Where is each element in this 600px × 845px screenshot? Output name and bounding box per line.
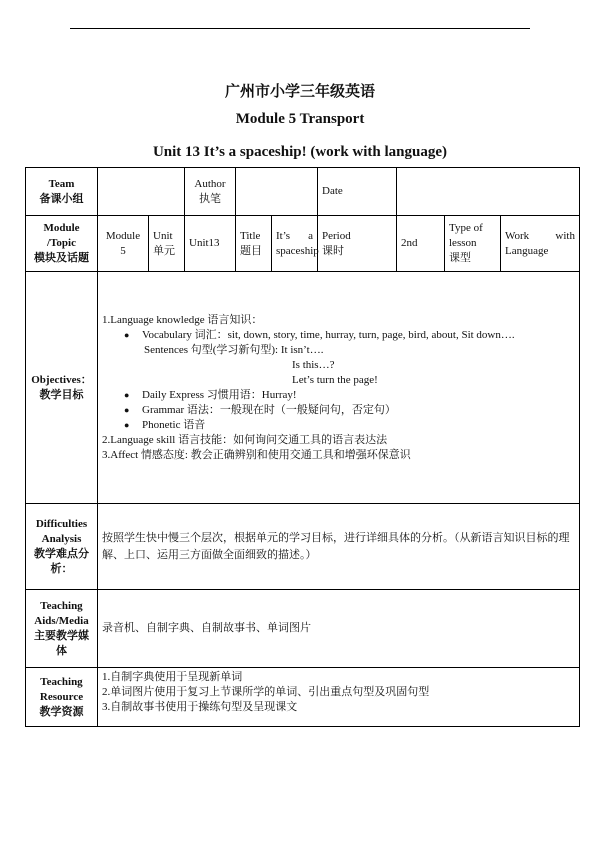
objective-line: 3.Affect 情感态度: 教会正确辨别和使用交通工具和增强环保意识 [102, 448, 411, 461]
objective-line: Is this…? [292, 358, 335, 371]
bullet-icon: ● [124, 329, 130, 340]
module-title: Module 5 Transport [235, 111, 365, 127]
teaching-resource-label: Teaching Resource 教学资源 [26, 668, 98, 727]
author-value [236, 168, 318, 216]
resource-line: 1.自制字典使用于呈现新单词 [102, 671, 243, 683]
teaching-resource-content [98, 668, 580, 727]
objective-line: ● Phonetic 语音 [124, 418, 206, 431]
module-value: Module 5 [98, 216, 149, 272]
bullet-icon: ● [124, 404, 130, 415]
objective-line: ● Grammar 语法：一般现在时（一般疑问句，否定句） [124, 403, 396, 416]
school-title: 广州市小学三年级英语 [224, 82, 375, 100]
resource-line: 2.单词图片使用于复习上节课所学的单词、引出重点句型及巩固句型 [102, 686, 430, 698]
bullet-icon: ● [124, 389, 130, 400]
date-label: Date [318, 168, 397, 216]
unit-value: Unit13 [185, 216, 236, 272]
table-row [26, 216, 580, 272]
type-value: Work with Language [501, 216, 580, 272]
objectives-content [98, 272, 580, 504]
objective-line: 1.Language knowledge 语言知识： [102, 313, 263, 326]
teaching-aids-label: Teaching Aids/Media 主要教学媒 体 [26, 590, 98, 668]
teaching-aids-content: 录音机、自制字典、自制故事书、单词图片 [98, 590, 580, 668]
objective-line: Let’s turn the page! [292, 373, 378, 386]
objective-line: ● Vocabulary 词汇：sit, down, story, time, hurray, turn, page, bird, about, Sit down…. [124, 328, 515, 341]
objective-line: ● Daily Express 习惯用语：Hurray! [124, 388, 297, 401]
objectives-label: Objectives： 教学目标 [26, 272, 98, 504]
table-row [26, 590, 580, 668]
lesson-plan-table [25, 167, 580, 727]
title-label: Title 题目 [236, 216, 272, 272]
period-value: 2nd [397, 216, 445, 272]
table-row [26, 272, 580, 504]
table-row [26, 504, 580, 590]
type-label: Type of lesson 课型 [445, 216, 501, 272]
table-row [26, 668, 580, 727]
team-label: Team 备课小组 [26, 168, 98, 216]
bullet-icon: ● [124, 419, 130, 430]
period-label: Period 课时 [318, 216, 397, 272]
unit-label: Unit 单元 [149, 216, 185, 272]
author-label: Author 执笔 [185, 168, 236, 216]
difficulties-label: Difficulties Analysis 教学难点分 析： [26, 504, 98, 590]
objective-line: 2.Language skill 语言技能：如何询问交通工具的语言表达法 [102, 433, 388, 446]
date-value [397, 168, 580, 216]
objective-line: Sentences 句型(学习新句型): It isn’t…. [144, 343, 324, 356]
top-rule [70, 28, 530, 29]
unit-title: Unit 13 It’s a spaceship! (work with language) [152, 144, 448, 160]
resource-line: 3.自制故事书使用于操练句型及呈现课文 [102, 701, 298, 713]
table-row [26, 168, 580, 216]
title-value: It’s a spaceship [272, 216, 318, 272]
module-topic-label: Module /Topic 模块及话题 [26, 216, 98, 272]
difficulties-content: 按照学生快中慢三个层次，根据单元的学习目标，进行详细具体的分析。（从新语言知识目标的理解、上口、运用三方面做全面细致的描述。） [98, 504, 580, 590]
team-value [98, 168, 185, 216]
